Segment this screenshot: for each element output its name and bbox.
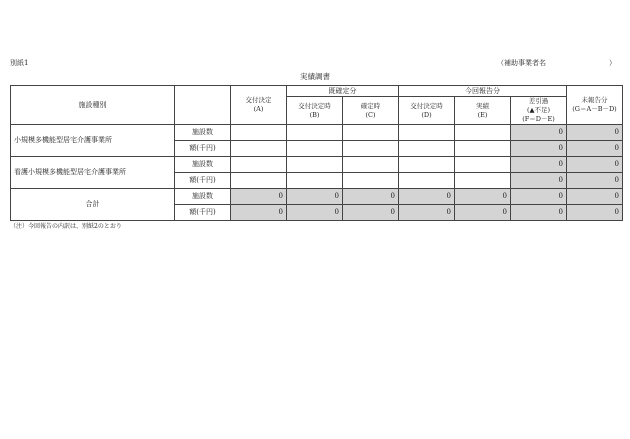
value-cell [343,141,399,157]
value-cell: 0 [567,125,623,141]
value-cell: 0 [511,173,567,189]
facility-name: 合計 [11,189,175,221]
grantee-name-label: （補助事業者名 ） [497,59,616,67]
blank-header [175,86,231,125]
row-label: 施設数 [175,189,231,205]
value-cell [455,125,511,141]
value-cell: 0 [511,189,567,205]
row-label: 額(千円) [175,205,231,221]
row-label: 施設数 [175,125,231,141]
value-cell: 0 [511,125,567,141]
value-cell: 0 [567,173,623,189]
unreported-header: 未報告分 (G＝A－B－D) [567,86,623,125]
value-cell: 0 [399,205,455,221]
value-cell [399,141,455,157]
actual-header: 実績 (E) [455,97,511,125]
results-table [10,85,623,221]
row-label: 額(千円) [175,173,231,189]
value-cell [287,157,343,173]
row-label: 額(千円) [175,141,231,157]
value-cell [231,157,287,173]
value-cell [399,125,455,141]
value-cell: 0 [567,141,623,157]
value-cell [343,173,399,189]
grant-decision-header: 交付決定 (A) [231,86,287,125]
value-cell [399,157,455,173]
value-cell [455,141,511,157]
value-cell [287,125,343,141]
value-cell: 0 [287,205,343,221]
table-row [11,125,623,141]
value-cell: 0 [343,189,399,205]
value-cell [455,173,511,189]
value-cell [455,157,511,173]
confirmed-at-header: 確定時 (C) [343,97,399,125]
facility-name: 小規模多機能型居宅介護事業所 [11,125,175,157]
value-cell: 0 [231,205,287,221]
value-cell [399,173,455,189]
value-cell [343,125,399,141]
value-cell: 0 [511,141,567,157]
value-cell: 0 [399,189,455,205]
value-cell: 0 [343,205,399,221]
value-cell: 0 [455,189,511,205]
value-cell [231,125,287,141]
attachment-label: 別紙1 [10,59,29,67]
value-cell: 0 [511,205,567,221]
current-report-header: 今回報告分 [399,86,567,97]
value-cell: 0 [567,205,623,221]
table-row [11,157,623,173]
value-cell: 0 [231,189,287,205]
difference-header: 差引過 (▲不足) (F＝D－E) [511,97,567,125]
current-grant-decision-header: 交付決定時 (D) [399,97,455,125]
value-cell [231,173,287,189]
document-title: 実績調書 [300,72,330,81]
value-cell [231,141,287,157]
value-cell [287,141,343,157]
table-row [11,189,623,205]
already-confirmed-header: 既確定分 [287,86,399,97]
value-cell: 0 [511,157,567,173]
value-cell [287,173,343,189]
facility-type-header: 施設種別 [11,86,175,125]
confirmed-grant-decision-header: 交付決定時 (B) [287,97,343,125]
row-label: 施設数 [175,157,231,173]
value-cell [343,157,399,173]
facility-name: 看護小規模多機能型居宅介護事業所 [11,157,175,189]
value-cell: 0 [567,157,623,173]
footnote: （注）今回報告の内訳は、別紙2のとおり [10,223,122,230]
value-cell: 0 [567,189,623,205]
value-cell: 0 [287,189,343,205]
value-cell: 0 [455,205,511,221]
